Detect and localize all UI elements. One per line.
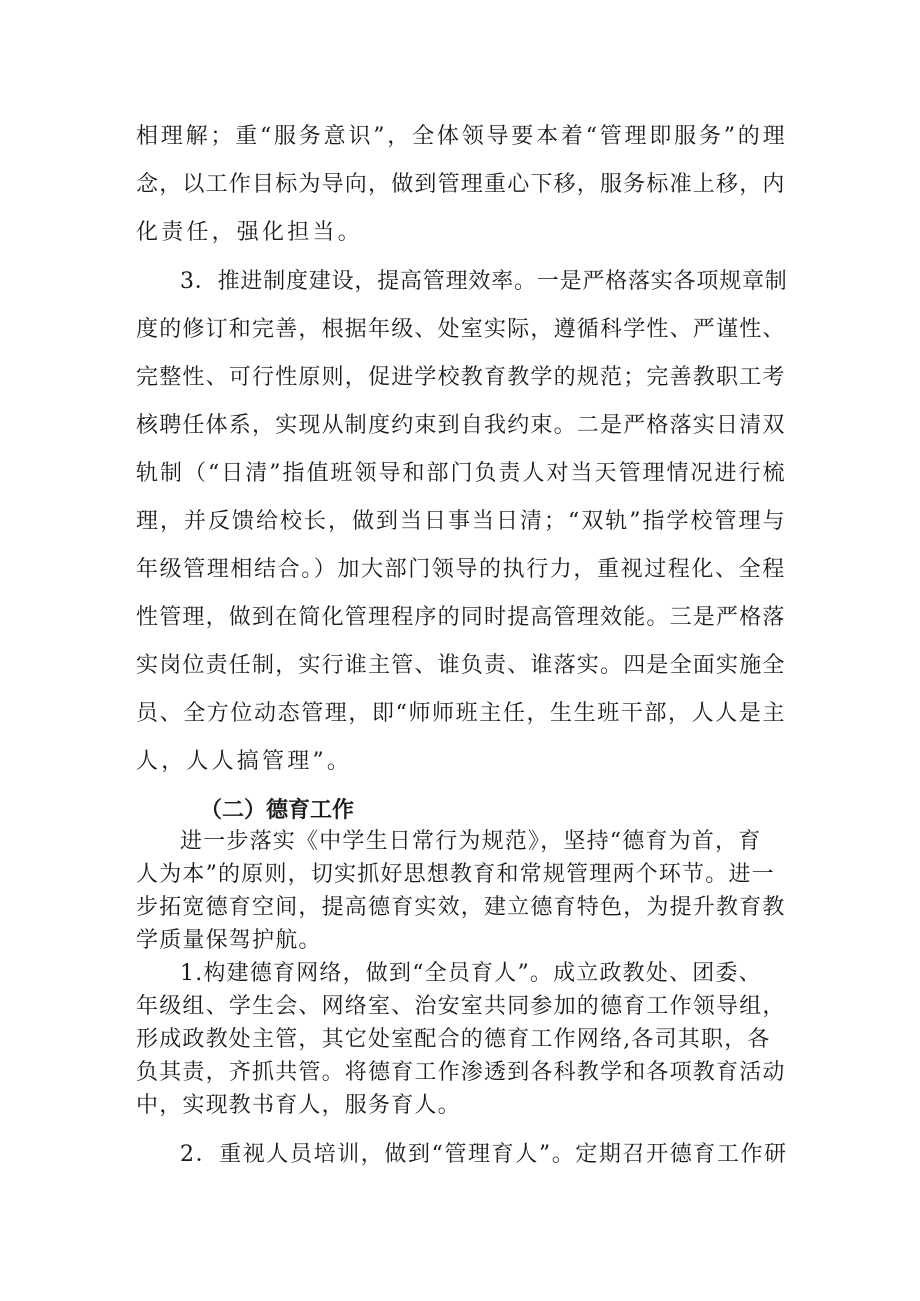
text-line: 核聘任体系，实现从制度约束到自我约束。二是严格落实日清双 bbox=[136, 413, 786, 438]
text-line: 念，以工作目标为导向，做到管理重心下移，服务标准上移，内 bbox=[136, 172, 786, 197]
section-heading: （二）德育工作 bbox=[200, 798, 355, 823]
text-line: 年级管理相结合。）加大部门领导的执行力，重视过程化、全程 bbox=[136, 557, 786, 582]
text-line: 学质量保驾护航。 bbox=[136, 928, 322, 953]
text-line: 性管理，做到在简化管理程序的同时提高管理效能。三是严格落 bbox=[136, 605, 786, 630]
text-line: 实岗位责任制，实行谁主管、谁负责、谁落实。四是全面实施全 bbox=[136, 653, 786, 678]
text-line: 度的修订和完善，根据年级、处室实际，遵循科学性、严谨性、 bbox=[136, 317, 786, 342]
text-line: 年级组、学生会、网络室、治安室共同参加的德育工作领导组， bbox=[136, 994, 786, 1019]
text-line: 负其责，齐抓共管。将德育工作渗透到各科教学和各项教育活动 bbox=[136, 1060, 786, 1085]
text-line: 形成政教处主管，其它处室配合的德育工作网络,各司其职，各 bbox=[136, 1027, 771, 1052]
text-line: 进一步落实《中学生日常行为规范》，坚持“德育为首，育 bbox=[180, 829, 762, 854]
text-line: 员、全方位动态管理，即“师师班主任，生生班干部，人人是主 bbox=[136, 701, 787, 726]
text-line: 理，并反馈给校长，做到当日事当日清；“双轨”指学校管理与 bbox=[136, 509, 787, 534]
text-line: 1.构建德育网络，做到“全员育人”。成立政教处、团委、 bbox=[180, 961, 762, 986]
text-line: 轨制（“日清”指值班领导和部门负责人对当天管理情况进行梳 bbox=[136, 461, 787, 486]
text-line: 人为本”的原则，切实抓好思想教育和常规管理两个环节。进一 bbox=[136, 862, 775, 887]
text-line: 化责任，强化担当。 bbox=[136, 220, 363, 245]
text-line: 完整性、可行性原则，促进学校教育教学的规范；完善教职工考 bbox=[136, 365, 786, 390]
text-line: 2．重视人员培训，做到“管理育人”。定期召开德育工作研 bbox=[180, 1142, 788, 1167]
text-line: 3．推进制度建设，提高管理效率。一是严格落实各项规章制 bbox=[180, 269, 788, 294]
text-line: 人，人人搞管理”。 bbox=[136, 749, 353, 774]
text-line: 中，实现教书育人，服务育人。 bbox=[136, 1093, 461, 1118]
text-line: 步拓宽德育空间，提高德育实效，建立德育特色，为提升教育教 bbox=[136, 895, 786, 920]
text-line: 相理解；重“服务意识”，全体领导要本着“管理即服务”的理 bbox=[136, 124, 788, 149]
